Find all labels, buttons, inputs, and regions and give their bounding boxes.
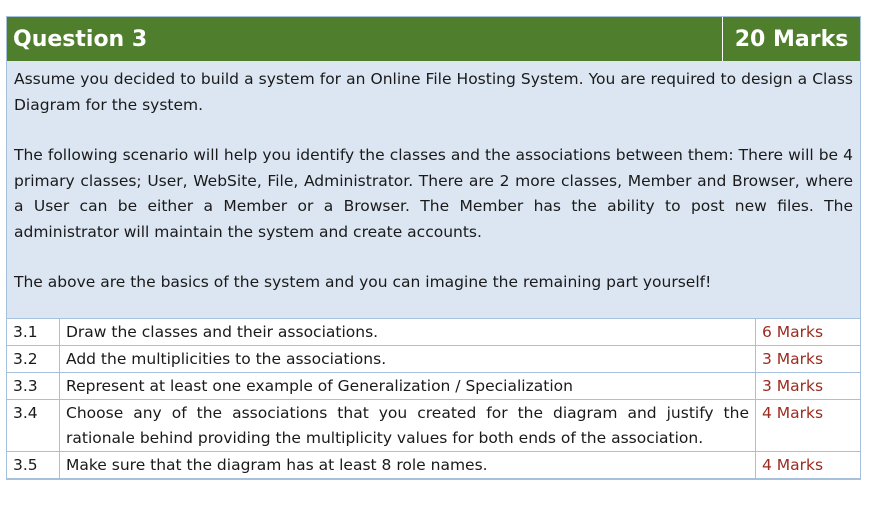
scenario-box [7,61,860,319]
task-row [7,345,860,372]
total-marks: 20 Marks [734,26,849,52]
task-marks: 4 Marks [756,399,861,451]
task-marks: 4 Marks [756,451,861,478]
task-marks: 3 Marks [756,372,861,399]
task-description: Choose any of the associations that you created for the diagram and justify the rationale behind providing the multiplicity values for both ends of the association. [60,399,756,451]
scenario-paragraph-1: Assume you decided to build a system for an Online File Hosting System. You are required to design a Class Diagram for the system. [14,70,853,114]
task-marks: 6 Marks [756,319,861,346]
scenario-paragraph-2: The following scenario will help you identify the classes and the associations between them: There will be 4 primary classes; User, WebSite, File, Administrator. There are 2 more classes, Member and Browser, where a User can be either a Member or a Browser. The Member has the ability to post new files. The administrator will maintain the system and create accounts. [14,146,853,241]
task-row [7,372,860,399]
task-description: Draw the classes and their associations. [60,319,756,346]
task-number: 3.5 [7,451,60,478]
task-description: Add the multiplicities to the associations. [60,345,756,372]
task-row [7,319,860,346]
task-number: 3.3 [7,372,60,399]
task-number: 3.1 [7,319,60,346]
task-description: Represent at least one example of Generalization / Specialization [60,372,756,399]
task-description: Make sure that the diagram has at least 8 role names. [60,451,756,478]
task-row [7,399,860,451]
question-header [7,17,860,61]
question-title: Question 3 [7,17,723,61]
question-card [6,16,861,480]
scenario-paragraph-3: The above are the basics of the system and you can imagine the remaining part yourself! [14,273,712,291]
task-number: 3.4 [7,399,60,451]
task-marks: 3 Marks [756,345,861,372]
task-table [7,319,860,479]
task-row [7,451,860,478]
task-number: 3.2 [7,345,60,372]
